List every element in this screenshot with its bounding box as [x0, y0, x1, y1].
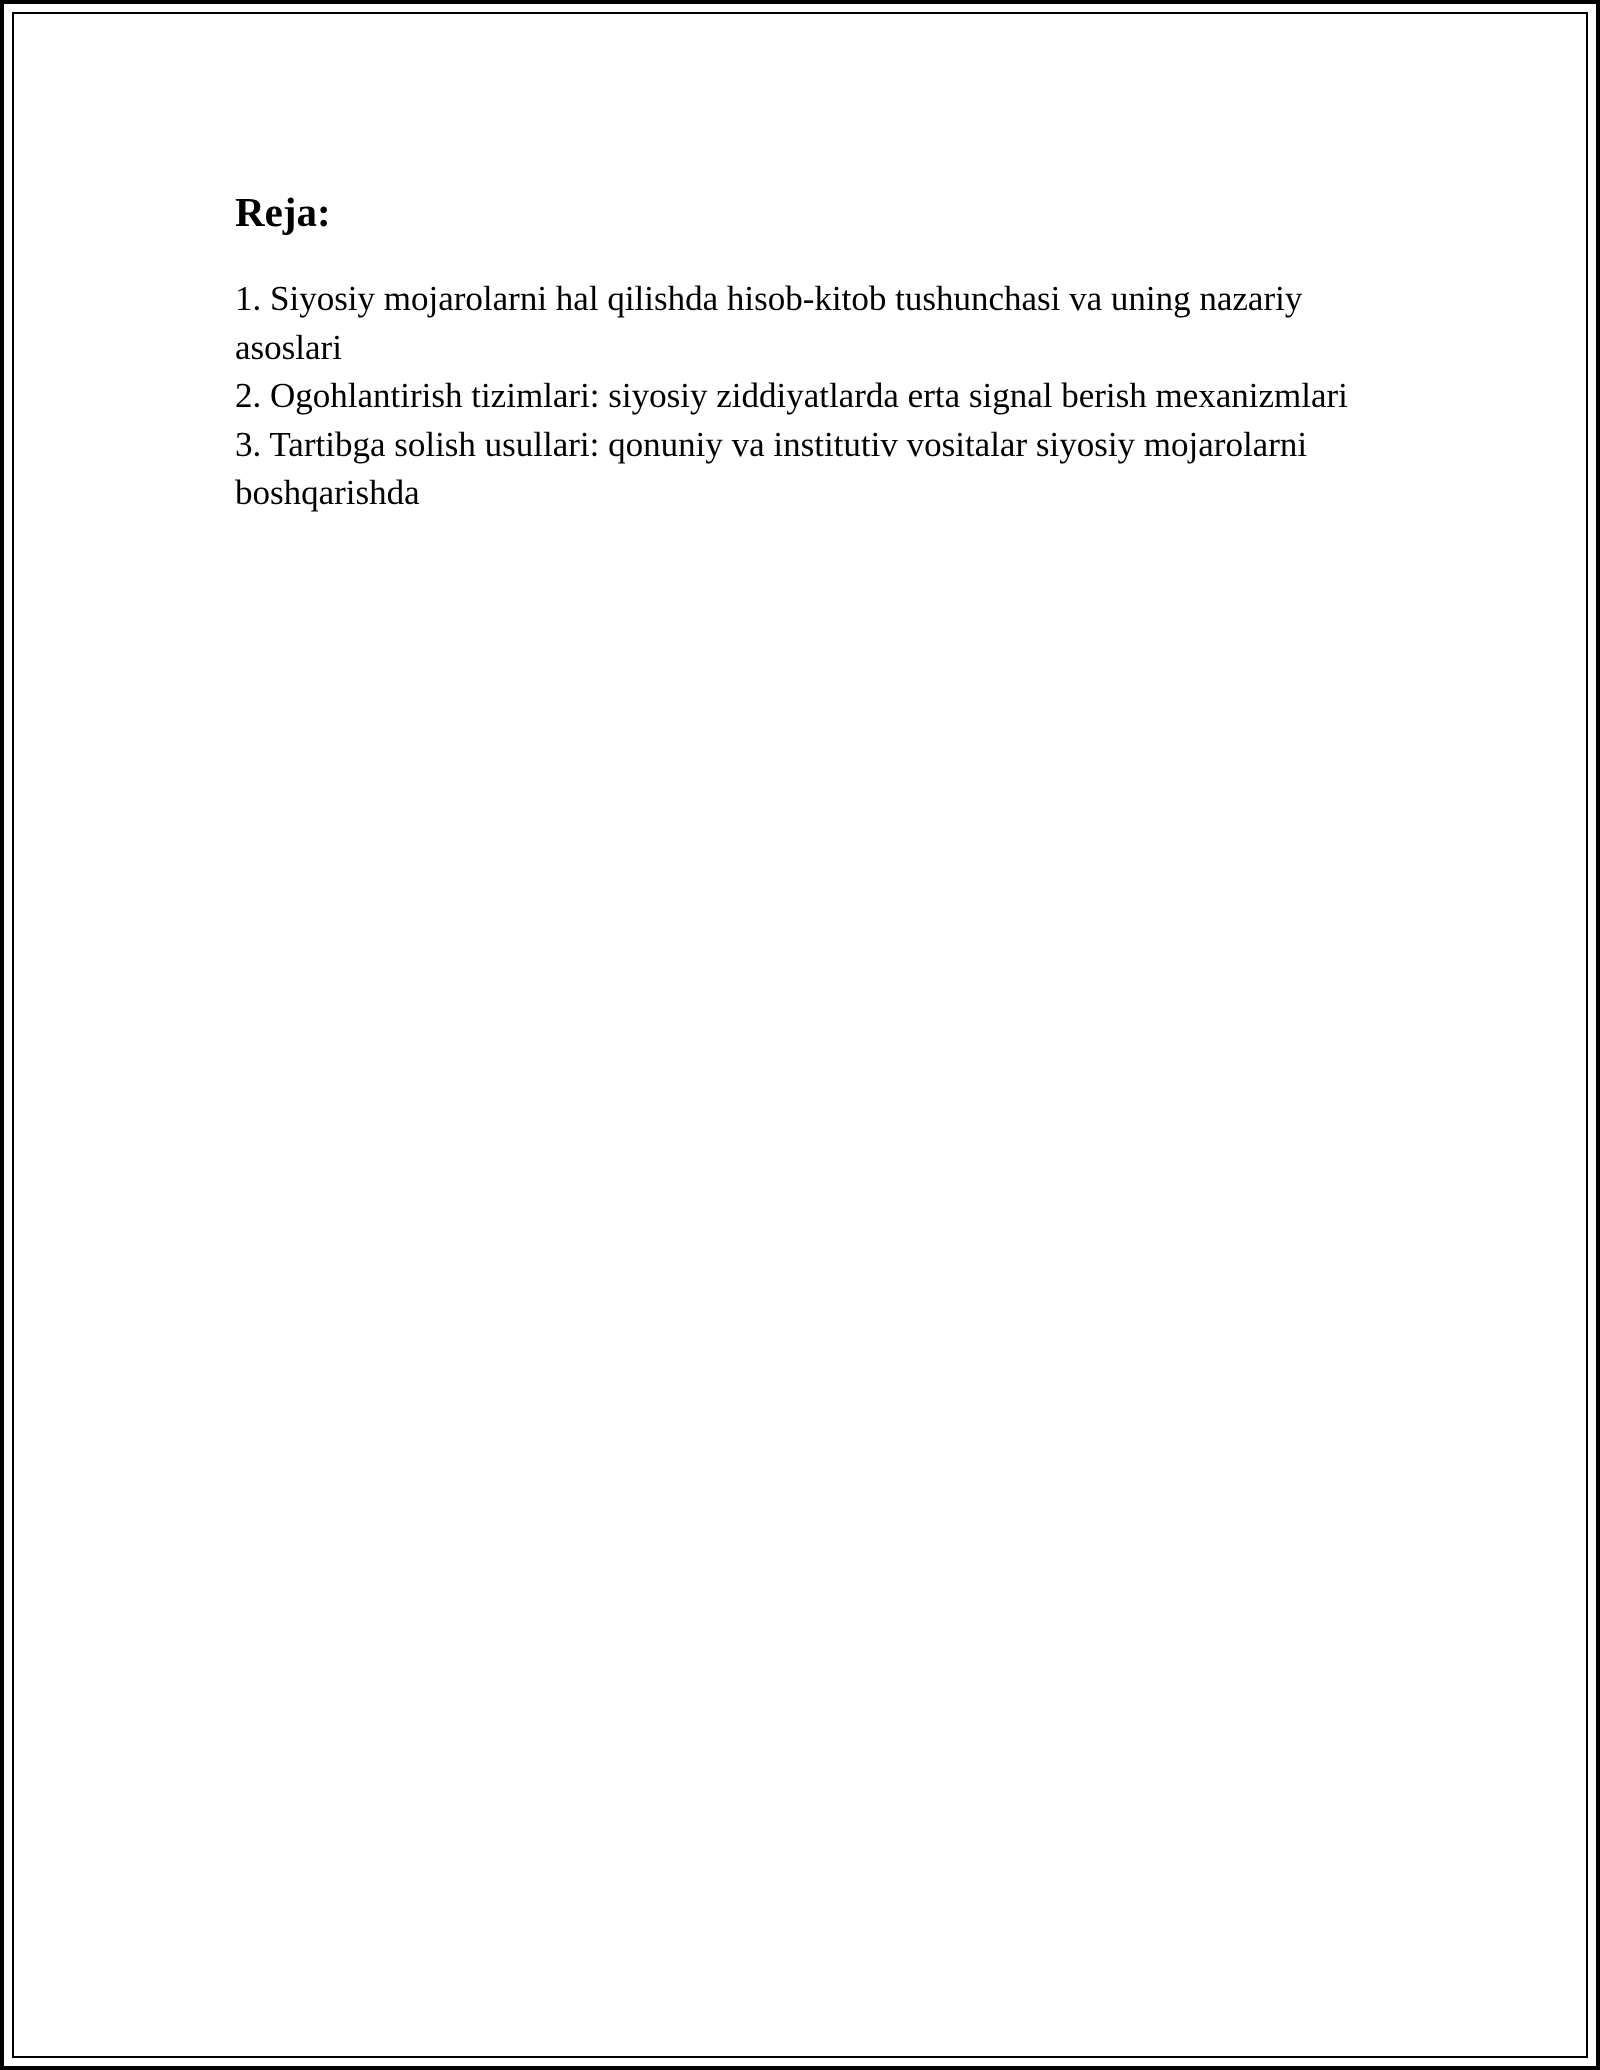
- document-body: [235, 185, 1415, 518]
- plan-heading: Reja:: [235, 189, 331, 235]
- plan-list: [235, 275, 1415, 518]
- plan-item-2: 2. Ogohlantirish tizimlari: siyosiy ziddiyatlarda erta signal berish mexanizmlari: [235, 376, 1348, 415]
- plan-item-3: 3. Tartibga solish usullari: qonuniy va institutiv vositalar siyosiy mojarolarni boshqarishda: [235, 424, 1308, 512]
- plan-item-1: 1. Siyosiy mojarolarni hal qilishda hisob-kitob tushunchasi va uning nazariy asoslari: [235, 279, 1303, 367]
